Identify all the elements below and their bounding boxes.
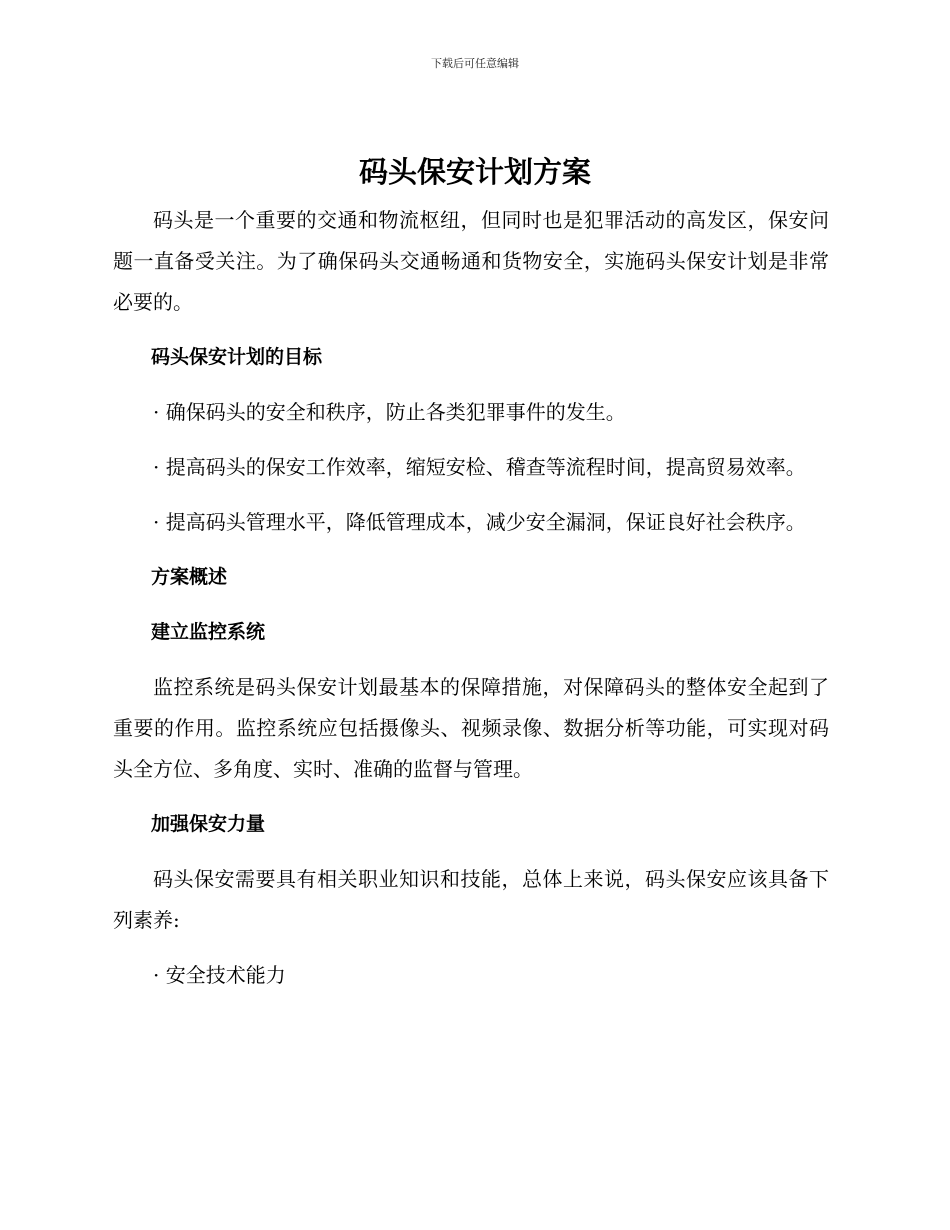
intro-paragraph: 码头是一个重要的交通和物流枢纽，但同时也是犯罪活动的高发区，保安问题一直备受关注。为了确保码头交通畅通和货物安全，实施码头保安计划是非常必要的。: [113, 208, 829, 314]
goal-bullet-2: · 提高码头的保安工作效率，缩短安检、稽查等流程时间，提高贸易效率。: [153, 455, 806, 479]
page-header: 下载后可任意编辑: [431, 57, 519, 70]
guards-paragraph: 码头保安需要具有相关职业知识和技能，总体上来说，码头保安应该具备下列素养:: [113, 867, 829, 932]
document-title: 码头保安计划方案: [358, 155, 591, 189]
goal-bullet-1: · 确保码头的安全和秩序，防止各类犯罪事件的发生。: [153, 400, 626, 424]
section-heading-overview: 方案概述: [151, 566, 228, 588]
monitoring-paragraph: 监控系统是码头保安计划最基本的保障措施，对保障码头的整体安全起到了重要的作用。监控系统应包括摄像头、视频录像、数据分析等功能，可实现对码头全方位、多角度、实时、准确的监督与管理。: [113, 675, 829, 781]
document-body: [113, 200, 829, 1010]
section-heading-goals: 码头保安计划的目标: [151, 346, 323, 368]
section-heading-monitoring: 建立监控系统: [151, 621, 266, 643]
goal-bullet-3: · 提高码头管理水平，降低管理成本，减少安全漏洞，保证良好社会秩序。: [153, 510, 806, 534]
section-heading-guards: 加强保安力量: [151, 813, 266, 835]
guards-bullet-1: · 安全技术能力: [153, 963, 286, 987]
